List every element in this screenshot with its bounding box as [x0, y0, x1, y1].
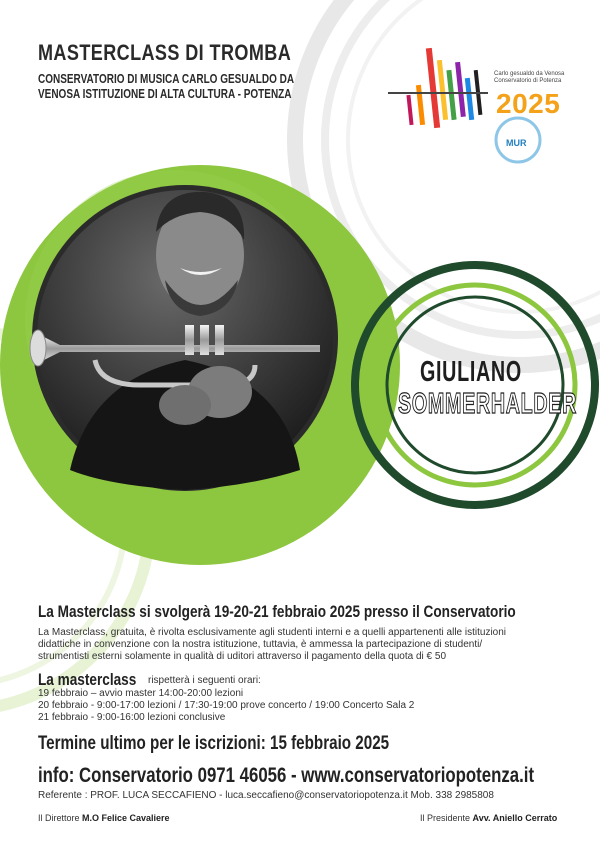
dates-headline: La Masterclass si svolgerà 19-20-21 febbraio 2025 presso il Conservatorio: [38, 602, 516, 621]
schedule-intro: rispetterà i seguenti orari:: [148, 675, 261, 686]
description-line-2: didattiche in convenzione con la nostra istituzione, tuttavia, è ammessa la partecipazione di studenti/: [38, 639, 483, 650]
schedule-heading: La masterclass: [38, 670, 137, 689]
institution-subtitle: [38, 72, 294, 102]
registration-deadline: Termine ultimo per le iscrizioni: 15 febbraio 2025: [38, 733, 390, 754]
schedule-item: 21 febbraio - 9:00-16:00 lezioni conclusive: [38, 712, 226, 723]
logo-caption-line-2: Conservatorio di Potenza: [494, 78, 562, 84]
logo-caption-line-1: Carlo gesualdo da Venosa: [494, 71, 565, 77]
subtitle-line-1: CONSERVATORIO DI MUSICA CARLO GESUALDO DA: [38, 72, 295, 86]
page-title: MASTERCLASS DI TROMBA: [38, 40, 292, 65]
artist-last-name: SOMMERHALDER: [398, 388, 578, 420]
subtitle-line-2: VENOSA ISTITUZIONE DI ALTA CULTURA - POTENZA: [38, 87, 292, 101]
conservatory-logo-graphic: [388, 48, 488, 128]
referent-line[interactable]: Referente : PROF. LUCA SECCAFIENO - luca.seccafieno@conservatoriopotenza.it Mob. 338 2985808: [38, 790, 494, 801]
schedule-list: [38, 688, 414, 724]
president-label: Il Presidente: [420, 813, 473, 823]
schedule-item: 20 febbraio - 9:00-17:00 lezioni / 17:30-19:00 prove concerto / 19:00 Concerto Sala 2: [38, 700, 415, 711]
director-name: M.O Felice Cavaliere: [82, 813, 170, 823]
logo-caption: [494, 71, 564, 85]
president-name: Avv. Aniello Cerrato: [472, 813, 558, 823]
description-paragraph: [38, 627, 578, 663]
schedule-item: 19 febbraio – avvio master 14:00-20:00 lezioni: [38, 688, 244, 699]
director-signature: [38, 813, 170, 823]
description-line-1: La Masterclass, gratuita, è rivolta esclusivamente agli studenti interni e a quelli appartenenti alle istituzioni: [38, 627, 507, 638]
contact-info[interactable]: info: Conservatorio 0971 46056 - www.conservatoriopotenza.it: [38, 764, 535, 787]
mur-label: MUR: [506, 138, 527, 148]
artist-first-name: GIULIANO: [420, 356, 522, 388]
description-line-3: strumentisti esterni solamente in qualità di uditori attraverso il pagamento della quota di € 50: [38, 651, 447, 662]
president-signature: [420, 813, 557, 823]
logo-year: 2025: [496, 88, 561, 119]
director-label: Il Direttore: [38, 813, 83, 823]
